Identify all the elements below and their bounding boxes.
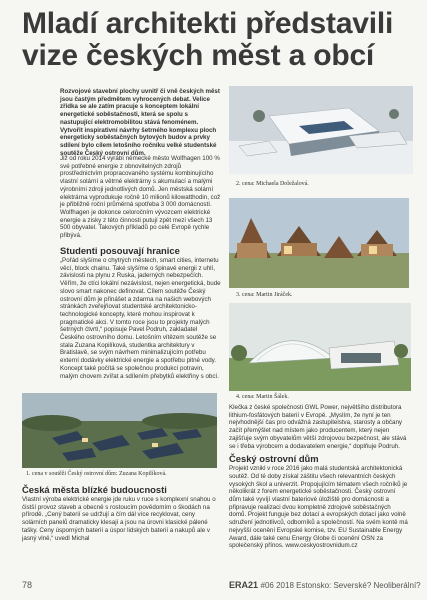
footer-magazine xyxy=(229,580,421,590)
body-section-2 xyxy=(60,242,222,380)
caption-figure-3: 3. cena: Martin Jiráček. xyxy=(236,292,293,298)
figure-1-image xyxy=(22,393,217,468)
page-number: 78 xyxy=(22,580,33,590)
body-text-1: Již od roku 2014 vyrábí německé město Wolfhagen 100 % své potřebné energie z obnovitelných zdrojů prostřednictvím propracovaného systému kombinujícího vlastní solární a větrné elektrárny s akumulací a malými výrobními zdroji jednotlivých domů. Jen městská solární elektrárna vyprodukuje ročně 10 milionů kilowatthodin, což je přibližně roční průměrná spotřeba 3 000 domácností. Wolfhagen je dokonce celoročním vývozcem elektrické energie a zisky z této činnosti putují zpět mezi všech 13 500 obyvatel. Takových příkladů po celé Evropě rychle přibývá. xyxy=(60,155,221,240)
caption-figure-4: 4. cena: Martin Šálek. xyxy=(236,394,289,400)
village-aerial-render xyxy=(22,393,217,468)
winter-houses-render xyxy=(229,86,413,174)
body-paragraph-1 xyxy=(60,155,222,240)
body-text-2: „Pořád slyšíme o chytrých městech, smart cities, internetu věcí, block chainu. Také slyšíme o špinavé energii z uhlí, závislosti na plynu z Ruska, jaderných nebezpečích. Věřím, že ctíci lokální nezávislost, nejen energetická, bude slovo smart nakonec definovat. Cílem soutěže Český ostrovní dům je přinášet a zdarma na našich webových stránkách zveřejňovat studentské architektonicko-technologické koncepty, které mohou inspirovat k pragmatické akci. V tomto roce jsou to projekty malých šetrných čtvrtí,“ popisuje Pavel Podruh, zakladatel Českého ostrovního domu. Letošním vítězem soutěže se stala Zuzana Kopilíková, studentka architektury v Bratislavě, se svým návrhem minimalizujícím potřebu externí dodávky elektrické energie a spotřebu pitné vody. Koncept také počítá se společnou produkcí potravin, malým chovem zvířat a sdílením přebytků elektřiny s obcí. xyxy=(60,257,221,380)
body-section-cities xyxy=(22,481,218,542)
article-title: Mladí architekti představili vize českých měst a obcí xyxy=(22,7,394,72)
caption-figure-2: 2. cena: Michaela Doležalová. xyxy=(236,181,309,187)
caption-figure-1: 1. cena v soutěži Český ostrovní dům: Zuzana Kopilíková. xyxy=(26,471,167,477)
right-column-text xyxy=(229,404,409,550)
lead-paragraph: Rozvojové stavební plochy uvnitř či vně českých měst jsou častým předmětem vyhrocených debat. Velice zřídka se ale zatím pracuje s konceptem lokální energetické soběstačnosti, která se spolu s nastupující elektromobilitou stává fenoménem. Vytvořit inspirativní návrhy šetrného komplexu ploch energeticky soběstačných bytových budov a prvky sdílení bylo cílem letošního ročníku velké studentské soutěže Český ostrovní dům. xyxy=(60,88,220,157)
body-text-3: Vlastní výroba elektrické energie jde ruku v ruce s komplexní snahou o čistší provoz staveb a obecně s rostoucím povědomím o škodách na přírodě. „Cený baterií se udržují a čím dál více recyklovat, ceny solárních panelů dramaticky klesají a jsou na úrovni klasické pálené tašky. Ceny úsporných baterií a úspor lidských baterií a nakupů ale v jasný vlně,“ uvedl Michal xyxy=(22,496,216,542)
figure-2-image xyxy=(229,86,413,174)
greenhouse-render xyxy=(229,303,411,391)
heading-island-house: Český ostrovní dům xyxy=(229,453,319,465)
figure-4-image xyxy=(229,303,411,391)
heading-czech-cities: Česká města blízké budoucnosti xyxy=(22,484,167,495)
body-text-col3a: Klečka z české společnosti GWL Power, největšího distributora lithium-fosfátových baterií v Evropě. „Myslím, že nyní je ten nejvhodnější čas pro odvážná zastupitelstva, starosty a občany začít přemýšlet nad místem jako producentem, který nejen zajišťuje svým obyvatelům větší zdrojovou bezpečnost, ale stává se i třeba výrobcem a dodavatelem energie,“ doplňuje Podruh. xyxy=(229,404,407,450)
body-text-col3b: Projekt vznikl v roce 2016 jako malá studentská architektonická soutěž. Od té doby získal záštitu všech relevantních českých vysokých škol a univerzit. Propojujícím tématem všech ročníků je několikrát z forem energetické soběstačnosti. Český ostrovní dům také vyvíjí vlastní bateriové úložiště pro domácnosti a připravuje realizaci dvou kompletně zdrojově soběstačných domů. Projekt funguje bez dotací a evropských dotací jako volně sdružení jednotlivců, odborníků a společností. Na svém kontě má nejvyšší ocenění Evropské komise, tzv. EU Sustainable Energy Award, dále také cenu Energy Globe či ocenění OSN za společenský přínos. www.ceskyostrovnidum.cz xyxy=(229,465,408,550)
heading-students: Studenti posouvají hranice xyxy=(60,245,180,256)
magazine-name: ERA21 xyxy=(229,580,259,590)
wooden-houses-render xyxy=(229,198,409,288)
issue-info: #06 2018 Estonsko: Severské? Neoliberální? xyxy=(260,581,421,590)
figure-3-image xyxy=(229,198,409,288)
